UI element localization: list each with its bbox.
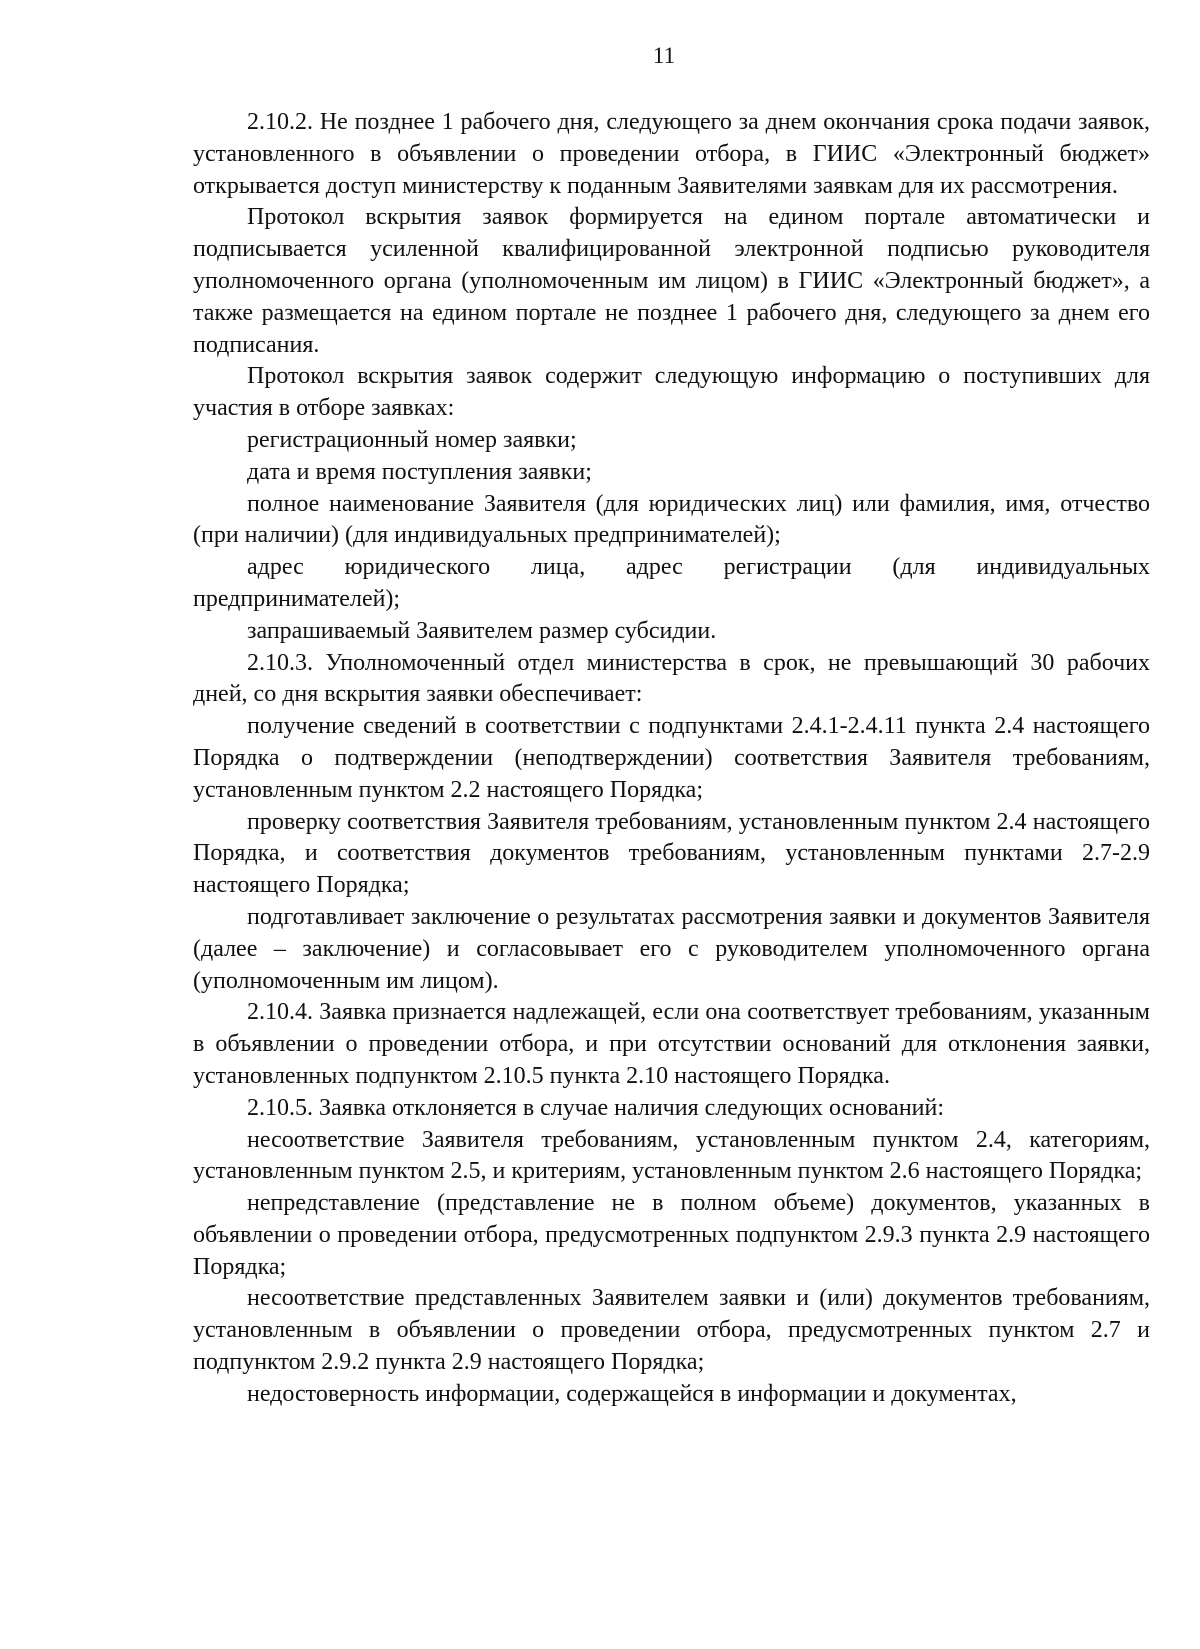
page-number: 11 — [652, 43, 676, 68]
list-item-obtaining-information: получение сведений в соответствии с подпунктами 2.4.1-2.4.11 пункта 2.4 настоящего Порядка о подтверждении (неподтверждении) соответствия Заявителя требованиям, установленным пунктом 2.2 настоящего Порядка; — [193, 713, 1150, 803]
document-body — [193, 107, 1150, 1411]
list-item-compliance-check: проверку соответствия Заявителя требованиям, установленным пунктом 2.4 настоящего Порядка, и соответствия документов требованиям, установленным пунктами 2.7-2.9 настоящего Порядка; — [193, 808, 1150, 899]
rejection-reason-documents-missing: непредставление (представление не в полном объеме) документов, указанных в объявлении о проведении отбора, предусмотренных подпунктом 2.9.3 пункта 2.9 настоящего Порядка; — [193, 1190, 1150, 1280]
list-item-address: адрес юридического лица, адрес регистрации (для индивидуальных предпринимателей); — [193, 554, 1150, 612]
paragraph-protocol-contents: Протокол вскрытия заявок содержит следующую информацию о поступивших для участия в отборе заявках: — [193, 363, 1150, 422]
rejection-reason-requirements: несоответствие Заявителя требованиям, установленным пунктом 2.4, категориям, установленным пунктом 2.5, и критериям, установленным пунктом 2.6 настоящего Порядка; — [193, 1126, 1150, 1185]
list-item-applicant-name: полное наименование Заявителя (для юридических лиц) или фамилия, имя, отчество (при наличии) (для индивидуальных предпринимателей); — [193, 490, 1150, 549]
list-item-date-time: дата и время поступления заявки; — [247, 458, 592, 485]
list-item-subsidy-amount: запрашиваемый Заявителем размер субсидии. — [247, 617, 717, 644]
paragraph-2-10-3: 2.10.3. Уполномоченный отдел министерства в срок, не превышающий 30 рабочих дней, со дня вскрытия заявки обеспечивает: — [193, 649, 1150, 708]
rejection-reason-unreliable-information: недостоверность информации, содержащейся в информации и документах, — [247, 1380, 1017, 1407]
paragraph-2-10-4: 2.10.4. Заявка признается надлежащей, если она соответствует требованиям, указанным в объявлении о проведении отбора, и при отсутствии оснований для отклонения заявки, установленных подпунктом 2.10.5 пункта 2.10 настоящего Порядка. — [193, 999, 1150, 1089]
list-item-conclusion-preparation: подготавливает заключение о результатах рассмотрения заявки и документов Заявителя (далее – заключение) и согласовывает его с руководителем уполномоченного органа (уполномоченным им лицом). — [193, 903, 1150, 994]
paragraph-2-10-2: 2.10.2. Не позднее 1 рабочего дня, следующего за днем окончания срока подачи заявок, установленного в объявлении о проведении отбора, в ГИИС «Электронный бюджет» открывается доступ министерству к поданным Заявителями заявкам для их рассмотрения. — [193, 109, 1150, 199]
rejection-reason-documents-noncompliance: несоответствие представленных Заявителем заявки и (или) документов требованиям, установленным в объявлении о проведении отбора, предусмотренных пунктом 2.7 и подпунктом 2.9.2 пункта 2.9 настоящего Порядка; — [193, 1285, 1150, 1376]
paragraph-2-10-5: 2.10.5. Заявка отклоняется в случае наличия следующих оснований: — [247, 1094, 945, 1121]
list-item-registration-number: регистрационный номер заявки; — [247, 426, 577, 453]
paragraph-protocol-formation: Протокол вскрытия заявок формируется на едином портале автоматически и подписывается усиленной квалифицированной электронной подписью руководителя уполномоченного органа (уполномоченным им лицом) в ГИИС «Электронный бюджет», а также размещается на едином портале не позднее 1 рабочего дня, следующего за днем его подписания. — [193, 204, 1150, 358]
